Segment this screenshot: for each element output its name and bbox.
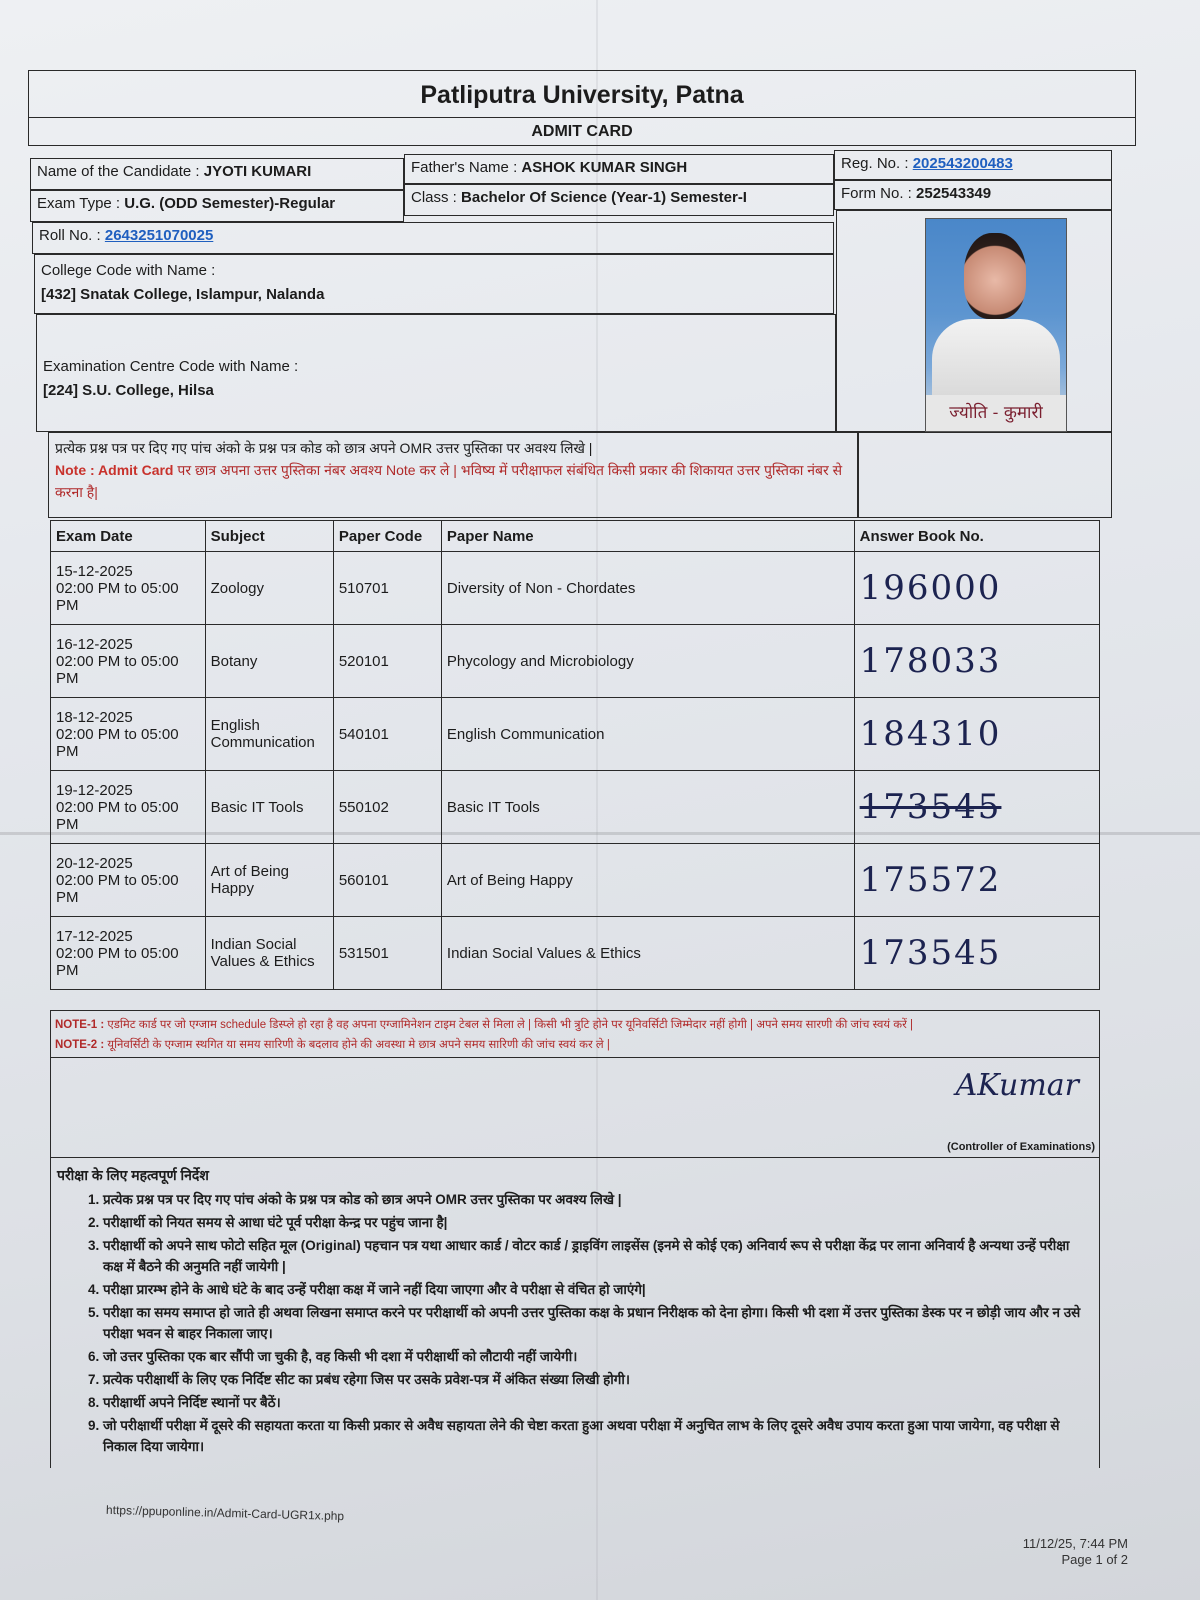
header-exam-date: Exam Date	[51, 521, 206, 552]
college-label: College Code with Name :	[41, 262, 216, 279]
exam-date-cell	[51, 844, 206, 917]
reg-no-link[interactable]: 202543200483	[912, 155, 1013, 172]
exam-time: 02:00 PM to 05:00 PM	[56, 871, 179, 906]
table-row	[51, 771, 1100, 844]
omr-note-line2	[55, 459, 851, 503]
photo-body	[932, 319, 1060, 399]
table-row	[51, 698, 1100, 771]
exam-time: 02:00 PM to 05:00 PM	[56, 798, 179, 833]
instructions-title: परीक्षा के लिए महत्वपूर्ण निर्देश	[57, 1167, 209, 1183]
candidate-photo	[925, 218, 1067, 432]
exam-date: 17-12-2025	[56, 927, 133, 945]
table-row	[51, 625, 1100, 698]
reg-no-label: Reg. No. :	[841, 155, 913, 172]
paper-name-cell: Art of Being Happy	[441, 844, 854, 917]
omr-note-prefix: Note : Admit Card	[55, 462, 174, 478]
table-row	[51, 552, 1100, 625]
table-row	[51, 844, 1100, 917]
instructions-section	[50, 1158, 1100, 1468]
father-name-label: Father's Name :	[411, 159, 522, 176]
subject-cell: Indian Social Values & Ethics	[205, 917, 333, 990]
candidate-name-label: Name of the Candidate :	[37, 163, 204, 180]
header-paper-name: Paper Name	[441, 521, 854, 552]
form-no-cell	[834, 180, 1112, 210]
note-1-label: NOTE-1 :	[55, 1019, 105, 1031]
note-2-label: NOTE-2 :	[55, 1039, 105, 1051]
photo-face	[964, 233, 1026, 319]
subject-cell: Art of Being Happy	[205, 844, 333, 917]
subject-cell: Botany	[205, 625, 333, 698]
paper-code-cell: 520101	[333, 625, 441, 698]
father-name-cell	[404, 154, 834, 184]
exam-date-cell	[51, 698, 206, 771]
subject-cell: Zoology	[205, 552, 333, 625]
note-2-text: यूनिवर्सिटी के एग्जाम स्थगित या समय सारिणी के बदलाव होने की अवस्था मे छात्र अपने समय सारिणी की जांच स्वयं कर ले |	[104, 1039, 610, 1051]
class-value: Bachelor Of Science (Year-1) Semester-I	[461, 189, 747, 206]
centre-cell	[36, 314, 836, 432]
table-row	[51, 917, 1100, 990]
form-no-label: Form No. :	[841, 185, 917, 202]
paper-code-cell: 531501	[333, 917, 441, 990]
paper-code-cell: 510701	[333, 552, 441, 625]
exam-date: 19-12-2025	[56, 781, 133, 799]
instruction-item: 3. परीक्षार्थी को अपने साथ फोटो सहित मूल (Original) पहचान पत्र यथा आधार कार्ड / वोटर कार्ड / ड्राइविंग लाइसेंस (इनमे से कोई एक) अनिवार्य रूप से परीक्षा केंद्र पर लाना अनिवार्य है अन्यथा उन्हें परीक्षा कक्ष में बैठने की अनुमति नहीं जायेगी |	[103, 1235, 1093, 1277]
paper-name-cell: English Communication	[441, 698, 854, 771]
answer-book-cell: 178033	[854, 625, 1099, 698]
notes-box	[50, 1010, 1100, 1058]
answer-book-cell: 175572	[854, 844, 1099, 917]
subject-cell: English Communication	[205, 698, 333, 771]
paper-name-cell: Basic IT Tools	[441, 771, 854, 844]
admit-card-title: ADMIT CARD	[28, 118, 1136, 146]
footer-datetime: 11/12/25, 7:44 PM	[1022, 1536, 1128, 1551]
instruction-item: 9. जो परीक्षार्थी परीक्षा में दूसरे की सहायता करता या किसी प्रकार से अवैध सहायता लेने की चेष्टा करता हुआ अथवा परीक्षा में अनुचित लाभ के लिए दूसरे अवैध उपाय करता हुआ पाया जायेगा, वह परीक्षा से निकाल दिया जायेगा।	[103, 1415, 1093, 1457]
candidate-name-cell	[30, 158, 404, 190]
exam-time: 02:00 PM to 05:00 PM	[56, 725, 179, 760]
instructions-list	[57, 1189, 1093, 1457]
exam-type: U.G. (ODD Semester)-Regular	[124, 195, 336, 212]
university-title: Patliputra University, Patna	[28, 70, 1136, 118]
omr-note-line1: प्रत्येक प्रश्न पत्र पर दिए गए पांच अंको के प्रश्न पत्र कोड को छात्र अपने OMR उत्तर पुस्तिका पर अवश्य लिखे |	[55, 440, 593, 456]
exam-date: 20-12-2025	[56, 854, 133, 872]
exam-time: 02:00 PM to 05:00 PM	[56, 944, 179, 979]
exam-date-cell	[51, 552, 206, 625]
exam-schedule-table	[50, 520, 1100, 990]
answer-book-cell: 173545	[854, 917, 1099, 990]
note-1-text: एडमिट कार्ड पर जो एग्जाम schedule डिस्प्ले हो रहा है वह अपना एग्जामिनेशन टाइम टेबल से मिला ले | किसी भी त्रुटि होने पर यूनिवर्सिटी जिम्मेदार नहीं होगी | अपने समय सारणी की जांच स्वयं करें |	[104, 1019, 914, 1031]
college-cell	[34, 254, 834, 314]
instruction-item: 5. परीक्षा का समय समाप्त हो जाते ही अथवा लिखना समाप्त करने पर परीक्षार्थी को अपनी उत्तर पुस्तिका कक्ष के प्रधान निरीक्षक को देना होगा। किसी भी दशा में उत्तर पुस्तिका डेस्क पर न छोड़ी जाय और न उसे परीक्षा भवन से बाहर निकाला जाए।	[103, 1302, 1093, 1344]
paper-code-cell: 560101	[333, 844, 441, 917]
instruction-item: 7. प्रत्येक परीक्षार्थी के लिए एक निर्दिष्ट सीट का प्रबंध रहेगा जिस पर उसके प्रवेश-पत्र में अंकित संख्या लिखी होगी।	[103, 1369, 1093, 1390]
footer-date-block	[1023, 1536, 1128, 1568]
form-no: 252543349	[916, 185, 992, 202]
centre-label: Examination Centre Code with Name :	[43, 358, 299, 375]
paper-name-cell: Phycology and Microbiology	[441, 625, 854, 698]
paper-code-cell: 550102	[333, 771, 441, 844]
exam-date-cell	[51, 771, 206, 844]
footer-url: https://ppuponline.in/Admit-Card-UGR1x.php	[105, 1502, 345, 1524]
omr-note-cell	[48, 432, 858, 518]
instruction-item: 2. परीक्षार्थी को नियत समय से आधा घंटे पूर्व परीक्षा केन्द्र पर पहुंच जाना है|	[103, 1212, 1093, 1233]
exam-time: 02:00 PM to 05:00 PM	[56, 579, 179, 614]
centre-name: [224] S.U. College, Hilsa	[43, 382, 214, 399]
instruction-item: 1. प्रत्येक प्रश्न पत्र पर दिए गए पांच अंको के प्रश्न पत्र कोड को छात्र अपने OMR उत्तर पुस्तिका पर अवश्य लिखे |	[103, 1189, 1093, 1210]
roll-no-label: Roll No. :	[39, 227, 105, 244]
table-header-row	[51, 521, 1100, 552]
photo-signature: ज्योति - कुमारी	[926, 395, 1066, 431]
roll-no-link[interactable]: 2643251070025	[104, 227, 214, 244]
exam-date: 16-12-2025	[56, 635, 133, 653]
header-subject: Subject	[205, 521, 333, 552]
header-answer-book: Answer Book No.	[854, 521, 1099, 552]
class-label: Class :	[411, 189, 462, 206]
class-cell	[404, 184, 834, 216]
controller-signature: AKumar	[955, 1068, 1079, 1103]
answer-book-cell: 196000	[854, 552, 1099, 625]
exam-type-label: Exam Type :	[37, 195, 125, 212]
roll-no-cell	[32, 222, 834, 254]
answer-book-cell: 173545	[854, 771, 1099, 844]
candidate-name: JYOTI KUMARI	[203, 163, 312, 180]
instruction-item: 6. जो उत्तर पुस्तिका एक बार सौंपी जा चुकी है, वह किसी भी दशा में परीक्षार्थी को लौटायी नहीं जायेगी।	[103, 1346, 1093, 1367]
exam-type-cell	[30, 190, 404, 222]
note-2	[55, 1035, 1095, 1055]
paper-name-cell: Indian Social Values & Ethics	[441, 917, 854, 990]
footer-page: Page 1 of 2	[1061, 1552, 1128, 1567]
paper-code-cell: 540101	[333, 698, 441, 771]
signature-area	[50, 1058, 1100, 1158]
answer-book-cell: 184310	[854, 698, 1099, 771]
controller-label: (Controller of Examinations)	[947, 1141, 1095, 1153]
instruction-item: 4. परीक्षा प्रारम्भ होने के आधे घंटे के बाद उन्हें परीक्षा कक्ष में जाने नहीं दिया जाएगा और वे परीक्षा से वंचित हो जाएंगे|	[103, 1279, 1093, 1300]
omr-note-side-cell	[858, 432, 1112, 518]
exam-date-cell	[51, 917, 206, 990]
note-1	[55, 1015, 1095, 1035]
subject-cell: Basic IT Tools	[205, 771, 333, 844]
father-name: ASHOK KUMAR SINGH	[521, 159, 688, 176]
header-paper-code: Paper Code	[333, 521, 441, 552]
reg-no-cell	[834, 150, 1112, 180]
omr-note-text: पर छात्र अपना उत्तर पुस्तिका नंबर अवश्य Note कर ले | भविष्य में परीक्षाफल संबंधित किसी प्रकार की शिकायत उत्तर पुस्तिका नंबर से करना है|	[55, 462, 843, 500]
instruction-item: 8. परीक्षार्थी अपने निर्दिष्ट स्थानों पर बैठें।	[103, 1392, 1093, 1413]
exam-time: 02:00 PM to 05:00 PM	[56, 652, 179, 687]
exam-date: 18-12-2025	[56, 708, 133, 726]
exam-date-cell	[51, 625, 206, 698]
college-name: [432] Snatak College, Islampur, Nalanda	[41, 286, 325, 303]
exam-date: 15-12-2025	[56, 562, 133, 580]
paper-name-cell: Diversity of Non - Chordates	[441, 552, 854, 625]
